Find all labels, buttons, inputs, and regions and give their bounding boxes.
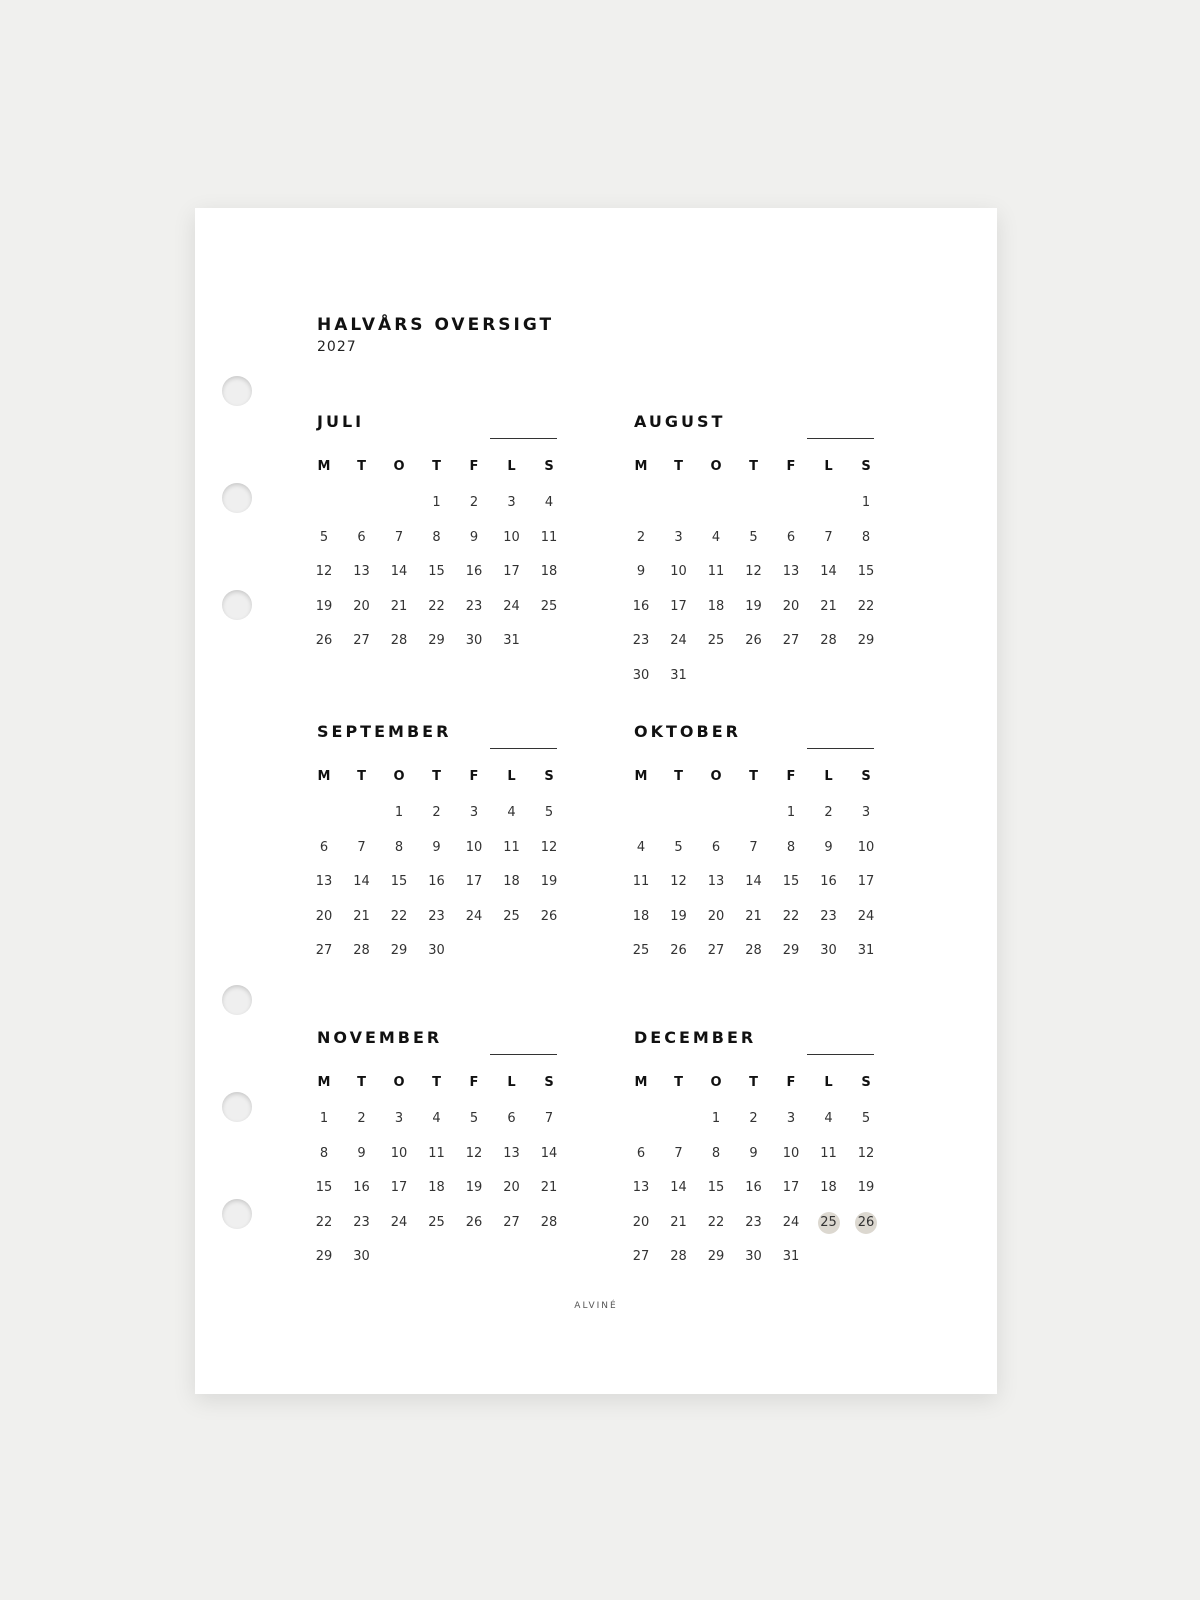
day-cell: 30 — [428, 943, 445, 958]
weekday-header: T — [357, 1075, 366, 1090]
day-cell: 1 — [786, 805, 796, 820]
day-cell: 29 — [390, 943, 408, 958]
day-cell: 4 — [544, 495, 554, 510]
weekday-header: T — [674, 1075, 683, 1090]
weekday-header: F — [786, 769, 796, 784]
day-cell: 7 — [357, 839, 366, 855]
day-cell: 20 — [503, 1180, 520, 1195]
day-cell: 19 — [857, 1180, 875, 1195]
day-cell: 2 — [432, 805, 441, 820]
day-cell: 11 — [632, 874, 650, 889]
day-cell: 8 — [861, 529, 871, 545]
day-cell: 28 — [745, 943, 762, 958]
day-cell: 21 — [390, 598, 408, 614]
day-cell: 23 — [820, 908, 837, 924]
day-cell: 1 — [319, 1111, 329, 1126]
day-cell: 18 — [428, 1180, 445, 1195]
weekday-header: O — [393, 459, 405, 474]
binder-hole — [222, 985, 252, 1015]
day-cell: 6 — [786, 529, 796, 545]
day-cell: 24 — [465, 908, 483, 924]
day-cell: 30 — [465, 633, 483, 648]
weekday-header: T — [432, 769, 441, 784]
day-cell: 10 — [670, 564, 687, 579]
day-cell: 5 — [469, 1111, 479, 1126]
day-cell: 30 — [820, 943, 837, 958]
day-cell: 10 — [503, 529, 520, 545]
day-cell: 4 — [432, 1111, 441, 1126]
weekday-header: L — [507, 1075, 516, 1090]
weekday-header: F — [469, 1075, 479, 1090]
day-cell: 27 — [353, 633, 370, 648]
page-title: HALVÅRS OVERSIGT — [317, 315, 555, 335]
day-cell: 20 — [632, 1214, 650, 1230]
day-cell: 13 — [353, 564, 370, 579]
weekday-header: T — [674, 459, 683, 474]
day-cell: 10 — [857, 839, 875, 855]
day-cell: 1 — [711, 1111, 721, 1126]
day-cell: 28 — [820, 633, 837, 648]
weekday-header: L — [824, 1075, 833, 1090]
day-cell: 3 — [394, 1111, 404, 1126]
day-cell: 18 — [540, 564, 558, 579]
month-divider-line — [490, 438, 557, 439]
binder-hole — [222, 590, 252, 620]
month-divider-line — [807, 438, 874, 439]
day-cell: 29 — [857, 633, 875, 648]
day-cell: 21 — [540, 1180, 558, 1195]
day-cell: 29 — [428, 633, 445, 648]
weekday-header: M — [634, 459, 648, 474]
day-cell: 13 — [782, 564, 800, 579]
month-block-august — [634, 412, 874, 732]
month-name: SEPTEMBER — [317, 722, 452, 741]
day-cell: 18 — [820, 1180, 837, 1195]
day-cell: 1 — [861, 495, 871, 510]
weekday-header: S — [544, 769, 554, 784]
day-cell: 5 — [674, 839, 683, 855]
brand-footer: ALVINÉ — [574, 1301, 618, 1311]
day-cell: 30 — [632, 667, 650, 683]
weekday-header: F — [469, 769, 479, 784]
day-cell: 5 — [544, 805, 554, 820]
day-cell: 6 — [357, 529, 366, 545]
day-cell: 3 — [469, 805, 479, 820]
day-cell: 26 — [670, 943, 687, 958]
day-cell: 17 — [390, 1180, 408, 1195]
day-cell: 16 — [820, 874, 837, 889]
day-cell: 8 — [394, 839, 404, 855]
day-cell: 11 — [540, 529, 558, 545]
day-cell: 7 — [544, 1111, 554, 1126]
day-cell: 12 — [670, 874, 687, 889]
day-cell: 6 — [319, 839, 329, 855]
month-divider-line — [490, 1054, 557, 1055]
day-cell: 23 — [465, 598, 483, 614]
day-cell: 11 — [820, 1145, 837, 1161]
day-cell: 14 — [353, 874, 370, 889]
month-name: NOVEMBER — [317, 1028, 443, 1047]
day-cell: 2 — [469, 495, 479, 510]
day-cell: 12 — [540, 839, 558, 855]
day-cell: 28 — [353, 943, 370, 958]
day-cell: 21 — [670, 1214, 687, 1230]
weekday-header: T — [749, 769, 758, 784]
day-cell: 20 — [315, 908, 333, 924]
day-cell: 9 — [469, 529, 479, 545]
day-cell: 3 — [507, 495, 516, 510]
day-cell: 15 — [707, 1180, 725, 1195]
day-cell: 27 — [782, 633, 800, 648]
weekday-header: T — [432, 459, 441, 474]
day-cell: 29 — [315, 1249, 333, 1264]
day-cell: 22 — [315, 1214, 333, 1230]
binder-hole — [222, 1092, 252, 1122]
day-cell: 9 — [749, 1145, 758, 1161]
day-cell: 11 — [503, 839, 520, 855]
day-cell: 30 — [353, 1249, 370, 1264]
weekday-header: L — [824, 769, 833, 784]
day-cell: 23 — [353, 1214, 370, 1230]
day-cell: 11 — [707, 564, 725, 579]
month-block-juli — [317, 412, 557, 732]
weekday-header: T — [749, 459, 758, 474]
day-cell: 23 — [428, 908, 445, 924]
day-cell: 31 — [503, 633, 520, 648]
day-cell: 13 — [503, 1145, 520, 1161]
month-divider-line — [807, 748, 874, 749]
day-cell: 28 — [390, 633, 408, 648]
planner-sheet — [195, 208, 997, 1394]
weekday-header: T — [674, 769, 683, 784]
day-cell: 24 — [390, 1214, 408, 1230]
day-cell: 12 — [745, 564, 762, 579]
weekday-header: M — [634, 1075, 648, 1090]
day-cell: 29 — [707, 1249, 725, 1264]
day-cell: 14 — [820, 564, 837, 579]
day-cell: 17 — [782, 1180, 800, 1195]
day-cell: 1 — [394, 805, 404, 820]
day-cell: 16 — [745, 1180, 762, 1195]
day-cell: 18 — [707, 598, 725, 614]
day-cell: 10 — [465, 839, 483, 855]
weekday-header: L — [824, 459, 833, 474]
day-cell: 26 — [745, 633, 762, 648]
day-cell: 5 — [861, 1111, 871, 1126]
weekday-header: S — [861, 459, 871, 474]
day-cell: 7 — [394, 529, 404, 545]
day-cell: 3 — [674, 529, 683, 545]
month-block-oktober — [634, 722, 874, 1042]
day-cell: 6 — [636, 1145, 646, 1161]
day-cell: 5 — [319, 529, 329, 545]
day-cell: 22 — [390, 908, 408, 924]
day-cell: 2 — [357, 1111, 366, 1126]
day-cell: 25 — [428, 1214, 445, 1230]
day-cell: 23 — [745, 1214, 762, 1230]
day-cell: 12 — [315, 564, 333, 579]
binder-hole — [222, 1199, 252, 1229]
day-cell: 14 — [745, 874, 762, 889]
day-cell: 16 — [465, 564, 483, 579]
day-cell: 16 — [428, 874, 445, 889]
day-cell: 20 — [782, 598, 800, 614]
day-cell: 25 — [707, 633, 725, 648]
day-cell: 31 — [670, 667, 687, 683]
day-cell: 8 — [432, 529, 441, 545]
month-block-september — [317, 722, 557, 1042]
day-cell: 15 — [857, 564, 875, 579]
day-cell: 20 — [353, 598, 370, 614]
day-cell: 15 — [390, 874, 408, 889]
day-cell: 3 — [786, 1111, 796, 1126]
day-cell: 22 — [428, 598, 445, 614]
month-divider-line — [490, 748, 557, 749]
weekday-header: O — [393, 1075, 405, 1090]
weekday-header: T — [357, 459, 366, 474]
day-cell: 31 — [857, 943, 875, 958]
day-cell: 6 — [507, 1111, 516, 1126]
month-name: OKTOBER — [634, 722, 741, 741]
day-cell: 9 — [824, 839, 833, 855]
day-cell: 9 — [357, 1145, 366, 1161]
day-cell: 15 — [428, 564, 445, 579]
day-cell: 2 — [749, 1111, 758, 1126]
day-cell: 14 — [540, 1145, 558, 1161]
day-cell: 18 — [503, 874, 520, 889]
day-cell: 13 — [632, 1180, 650, 1195]
weekday-header: F — [786, 1075, 796, 1090]
day-cell: 5 — [749, 529, 758, 545]
day-cell: 23 — [632, 633, 650, 648]
weekday-header: O — [393, 769, 405, 784]
weekday-header: S — [861, 1075, 871, 1090]
day-cell: 19 — [670, 908, 687, 924]
day-cell: 25 — [503, 908, 520, 924]
day-cell: 9 — [636, 564, 646, 579]
day-cell: 11 — [428, 1145, 445, 1161]
month-block-november — [317, 1028, 557, 1348]
day-cell: 24 — [503, 598, 520, 614]
day-cell: 28 — [670, 1249, 687, 1264]
day-cell: 17 — [503, 564, 520, 579]
day-cell: 22 — [857, 598, 875, 614]
month-divider-line — [807, 1054, 874, 1055]
day-cell: 14 — [670, 1180, 687, 1195]
weekday-header: M — [317, 459, 331, 474]
day-cell: 25 — [540, 598, 558, 614]
day-cell: 27 — [707, 943, 725, 958]
day-cell: 13 — [707, 874, 725, 889]
weekday-header: M — [317, 1075, 331, 1090]
weekday-header: O — [710, 1075, 722, 1090]
day-cell: 19 — [540, 874, 558, 889]
day-cell: 21 — [820, 598, 837, 614]
day-cell: 2 — [636, 529, 646, 545]
day-cell: 4 — [711, 529, 721, 545]
day-cell: 3 — [861, 805, 871, 820]
day-cell: 12 — [857, 1145, 875, 1161]
weekday-header: M — [317, 769, 331, 784]
day-cell-highlighted: 26 — [855, 1212, 877, 1234]
day-cell: 8 — [711, 1145, 721, 1161]
day-cell: 13 — [315, 874, 333, 889]
weekday-header: T — [749, 1075, 758, 1090]
day-cell: 17 — [857, 874, 875, 889]
day-cell: 19 — [745, 598, 762, 614]
day-cell: 20 — [707, 908, 725, 924]
day-cell: 21 — [745, 908, 762, 924]
month-name: DECEMBER — [634, 1028, 757, 1047]
day-cell: 15 — [782, 874, 800, 889]
day-cell: 2 — [824, 805, 833, 820]
weekday-header: S — [861, 769, 871, 784]
day-cell: 8 — [786, 839, 796, 855]
day-cell: 27 — [503, 1214, 520, 1230]
day-cell: 16 — [353, 1180, 370, 1195]
day-cell: 7 — [674, 1145, 683, 1161]
weekday-header: O — [710, 459, 722, 474]
day-cell-highlighted: 25 — [818, 1212, 840, 1234]
binder-hole — [222, 483, 252, 513]
day-cell: 22 — [782, 908, 800, 924]
day-cell: 12 — [465, 1145, 483, 1161]
day-cell: 7 — [824, 529, 833, 545]
day-cell: 6 — [711, 839, 721, 855]
day-cell: 8 — [319, 1145, 329, 1161]
day-cell: 24 — [782, 1214, 800, 1230]
month-block-december — [634, 1028, 874, 1348]
weekday-header: M — [634, 769, 648, 784]
day-cell: 26 — [540, 908, 558, 924]
day-cell: 22 — [707, 1214, 725, 1230]
day-cell: 17 — [465, 874, 483, 889]
day-cell: 26 — [315, 633, 333, 648]
day-cell: 31 — [782, 1249, 800, 1264]
day-cell: 7 — [749, 839, 758, 855]
day-cell: 26 — [465, 1214, 483, 1230]
day-cell: 9 — [432, 839, 441, 855]
day-cell: 10 — [390, 1145, 408, 1161]
weekday-header: T — [432, 1075, 441, 1090]
day-cell: 28 — [540, 1214, 558, 1230]
day-cell: 16 — [632, 598, 650, 614]
day-cell: 1 — [432, 495, 441, 510]
weekday-header: O — [710, 769, 722, 784]
weekday-header: L — [507, 769, 516, 784]
weekday-header: S — [544, 459, 554, 474]
day-cell: 4 — [507, 805, 516, 820]
weekday-header: L — [507, 459, 516, 474]
day-cell: 29 — [782, 943, 800, 958]
day-cell: 27 — [315, 943, 333, 958]
day-cell: 24 — [670, 633, 687, 648]
day-cell: 30 — [745, 1249, 762, 1264]
day-cell: 14 — [390, 564, 408, 579]
day-cell: 17 — [670, 598, 687, 614]
day-cell: 4 — [824, 1111, 833, 1126]
day-cell: 18 — [632, 908, 650, 924]
day-cell: 15 — [315, 1180, 333, 1195]
binder-hole — [222, 376, 252, 406]
month-name: AUGUST — [634, 412, 726, 431]
day-cell: 19 — [315, 598, 333, 614]
weekday-header: F — [786, 459, 796, 474]
day-cell: 24 — [857, 908, 875, 924]
day-cell: 21 — [353, 908, 370, 924]
month-name: JULI — [317, 412, 365, 431]
page-year: 2027 — [317, 339, 357, 355]
day-cell: 19 — [465, 1180, 483, 1195]
day-cell: 10 — [782, 1145, 800, 1161]
day-cell: 4 — [636, 839, 646, 855]
day-cell: 25 — [632, 943, 650, 958]
weekday-header: F — [469, 459, 479, 474]
weekday-header: S — [544, 1075, 554, 1090]
day-cell: 27 — [632, 1249, 650, 1264]
weekday-header: T — [357, 769, 366, 784]
